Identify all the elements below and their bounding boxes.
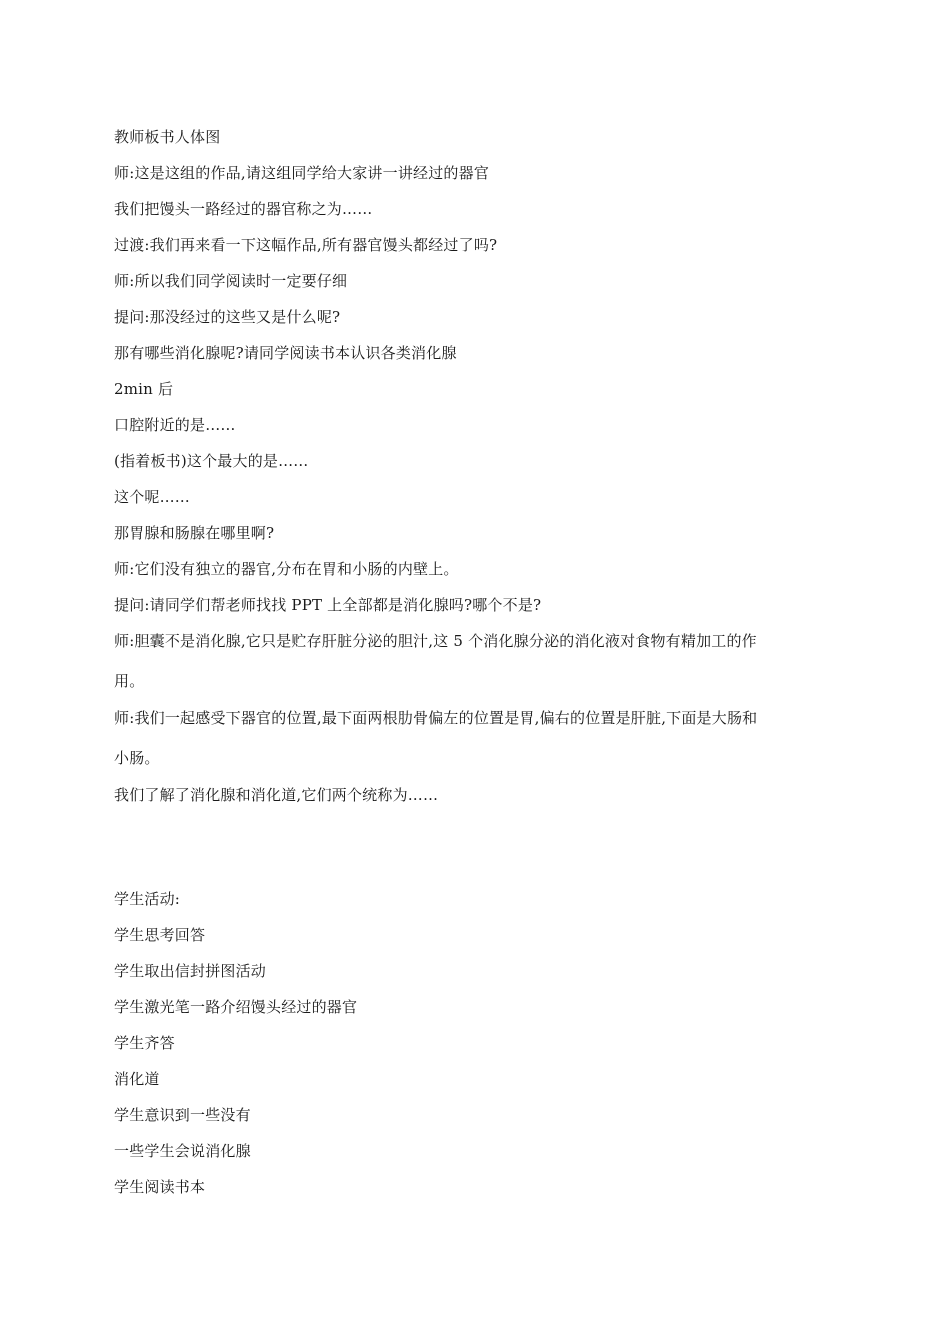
text-line: 用。 [114, 672, 145, 690]
section-heading: 学生活动: [114, 890, 181, 908]
text-line: 学生阅读书本 [114, 1178, 206, 1196]
text-line: 提问:那没经过的这些又是什么呢? [114, 308, 341, 326]
text-line: 我们把馒头一路经过的器官称之为…… [114, 200, 373, 218]
text-line: 师:所以我们同学阅读时一定要仔细 [114, 272, 348, 290]
text-line: 提问:请同学们帮老师找找 PPT 上全部都是消化腺吗?哪个不是? [114, 596, 542, 614]
text-line: 一些学生会说消化腺 [114, 1142, 251, 1160]
text-line: 那胃腺和肠腺在哪里啊? [114, 524, 275, 542]
text-line: 师:我们一起感受下器官的位置,最下面两根肋骨偏左的位置是胃,偏右的位置是肝脏,下面是大肠和 [114, 709, 758, 727]
text-line: 教师板书人体图 [114, 128, 221, 146]
text-line: 学生思考回答 [114, 926, 206, 944]
text-line: 师:胆囊不是消化腺,它只是贮存肝脏分泌的胆汁,这 5 个消化腺分泌的消化液对食物有精加工的作 [114, 632, 757, 650]
text-line: 学生齐答 [114, 1034, 175, 1052]
text-line: 学生意识到一些没有 [114, 1106, 251, 1124]
text-line: 2min 后 [114, 380, 174, 398]
text-line: 师:这是这组的作品,请这组同学给大家讲一讲经过的器官 [114, 164, 490, 182]
text-line: 这个呢…… [114, 488, 191, 506]
text-line: 学生取出信封拼图活动 [114, 962, 267, 980]
text-line: 过渡:我们再来看一下这幅作品,所有器官馒头都经过了吗? [114, 236, 498, 254]
text-line: 我们了解了消化腺和消化道,它们两个统称为…… [114, 786, 439, 804]
text-line: 师:它们没有独立的器官,分布在胃和小肠的内壁上。 [114, 560, 459, 578]
text-line: (指着板书)这个最大的是…… [114, 452, 309, 470]
text-line: 消化道 [114, 1070, 160, 1088]
text-line: 那有哪些消化腺呢?请同学阅读书本认识各类消化腺 [114, 344, 457, 362]
text-line: 小肠。 [114, 749, 160, 767]
text-line: 口腔附近的是…… [114, 416, 236, 434]
text-line: 学生激光笔一路介绍馒头经过的器官 [114, 998, 358, 1016]
